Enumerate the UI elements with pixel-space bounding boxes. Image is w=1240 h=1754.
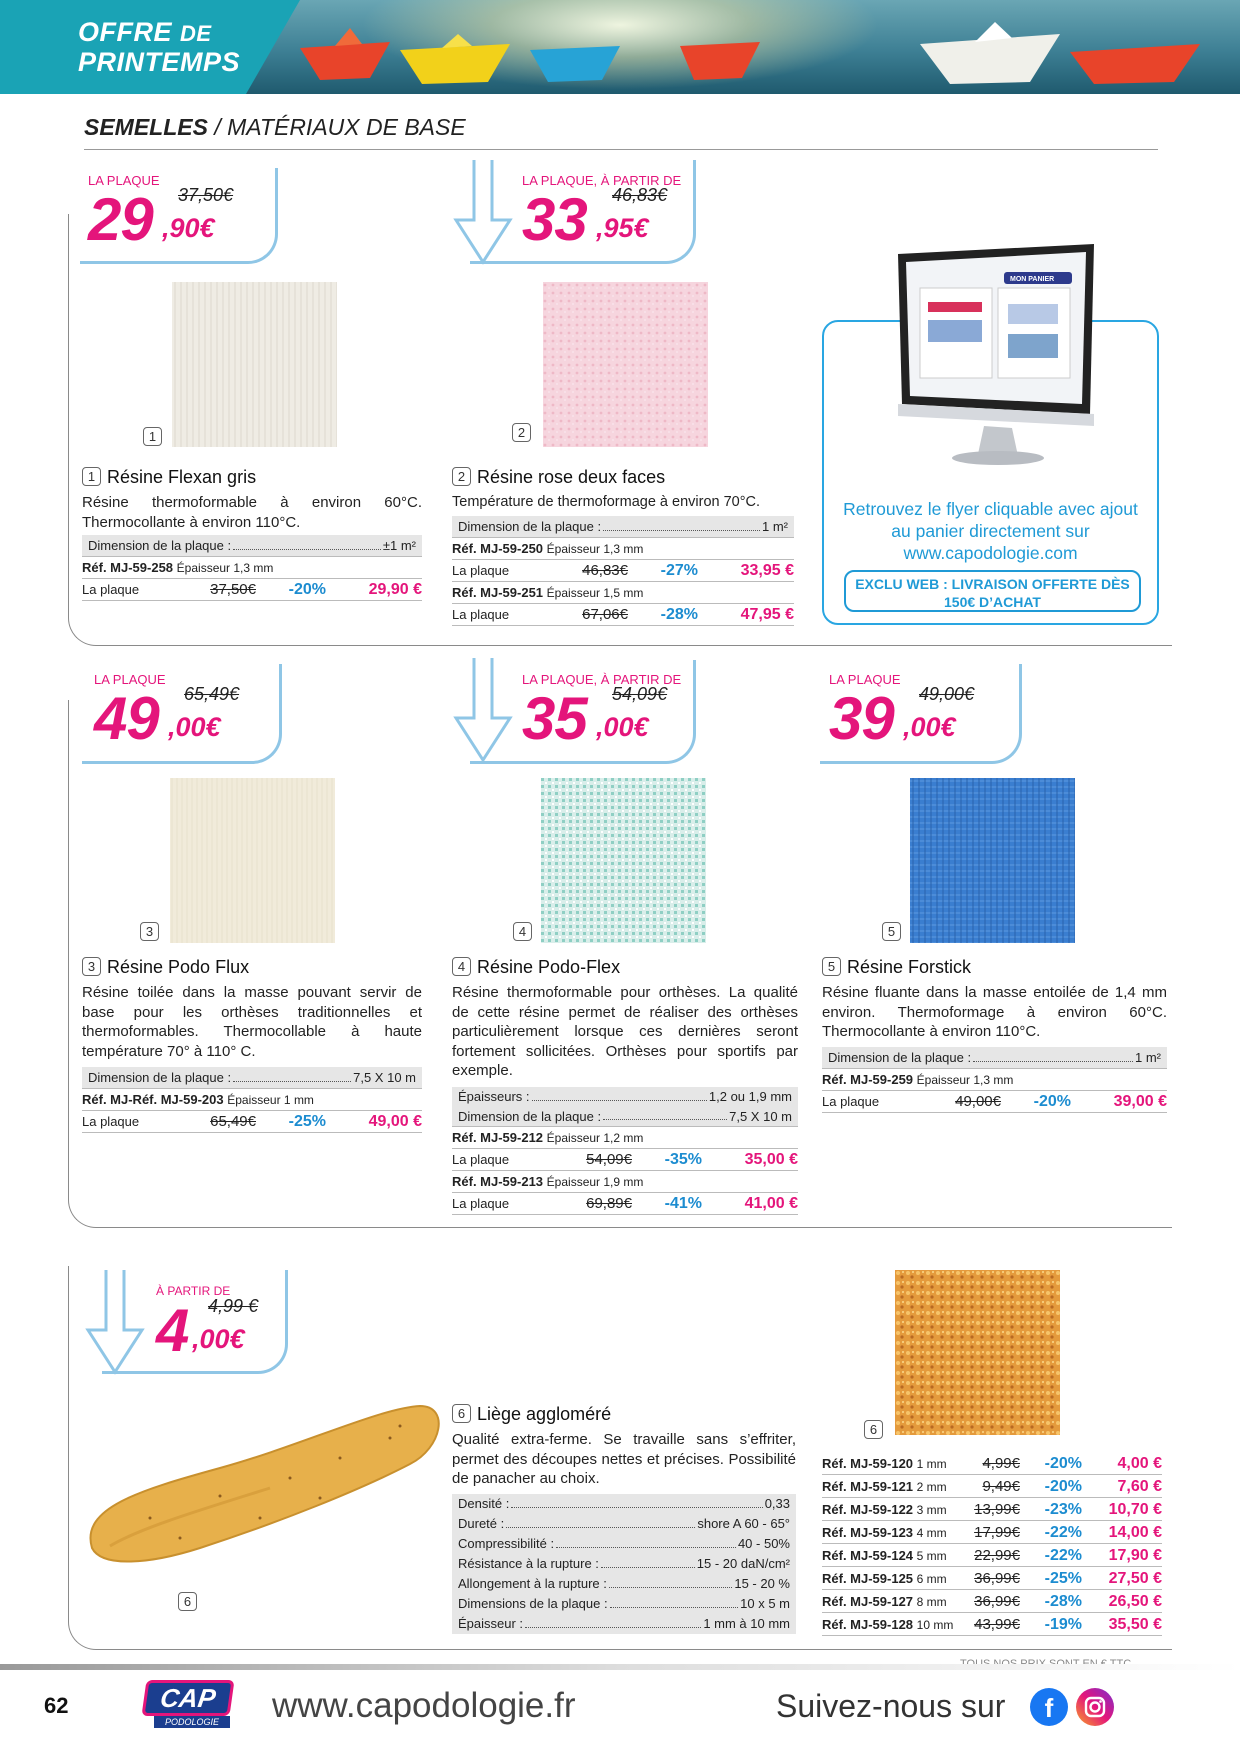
monitor-icon	[884, 244, 1104, 474]
product-title: 6 Liège aggloméré	[452, 1404, 611, 1425]
product-description: Résine toilée dans la masse pouvant servir de base pour les orthèses traditionnelles et thermoformables. Thermocollable à haute température 70° à 110° C.	[82, 984, 422, 1060]
free-shipping-badge: EXCLU WEB : LIVRAISON OFFERTE DÈS 150€ D’ACHAT	[844, 570, 1141, 612]
product-title: 4 Résine Podo-Flex	[452, 957, 620, 978]
product-description: Résine fluante dans la masse entoilée de 1,4 mm environ. Thermoformage à environ 60°C. Thermocollante à environ 110°C.	[822, 984, 1167, 1040]
website-link[interactable]: www.capodologie.fr	[272, 1686, 576, 1725]
price-row: Réf. MJ-59-124 5 mm 22,99€ -22% 17,90 €	[822, 1544, 1162, 1567]
product-image-podo-flex	[541, 778, 706, 943]
price-tag: LA PLAQUE, À PARTIR DE 33 ,95€ 46,83€	[522, 173, 682, 253]
price-row: Réf. MJ-59-121 2 mm 9,49€ -20% 7,60 €	[822, 1475, 1162, 1498]
price-tag: LA PLAQUE, À PARTIR DE 35 ,00€ 54,09€	[522, 672, 682, 752]
header-banner	[0, 0, 1240, 94]
price-tag: LA PLAQUE 29 ,90€ 37,50€	[88, 173, 234, 253]
liege-specs-table: Densité : 0,33 Dureté : shore A 60 - 65° Compressibilité : 40 - 50% Résistance à la rupture : 15 - 20 daN/cm² Allongement à la rupture : 15 - 20 % Dimensions de la plaque : 10 x 5 m Épaisseur : 1 mm à 10 mm	[452, 1494, 796, 1634]
web-promo-box	[822, 276, 1159, 625]
product-description: Résine thermoformable pour orthèses. La qualité de cette résine permet de réaliser des orthèses particulièrement lorsque ces dernières seront fortement sollicitées. Orthèses pour sportifs par exemple.	[452, 984, 798, 1079]
product-number-badge: 3	[140, 922, 159, 941]
product-table: Épaisseurs : 1,2 ou 1,9 mm Dimension de la plaque : 7,5 X 10 m Réf. MJ-59-212 Épaisseur 1,2 mm La plaque 54,09€ -35% 35,00 € Réf. MJ-59-213 Épaisseur 1,9 mm La plaque 69,89€ -41% 41,00 €	[452, 1087, 798, 1215]
product-image-flexan	[172, 282, 337, 447]
paper-boat-icon	[530, 40, 620, 85]
cork-insole-image	[80, 1398, 440, 1578]
product-number-badge: 1	[143, 427, 162, 446]
svg-text:MON PANIER: MON PANIER	[1010, 276, 1055, 283]
product-number-badge: 5	[882, 922, 901, 941]
paper-boat-icon	[920, 22, 1060, 87]
product-title: 1 Résine Flexan gris	[82, 467, 256, 488]
product-number-badge: 6	[864, 1420, 883, 1439]
liege-price-table	[822, 1452, 1162, 1636]
product-description: Qualité extra-ferme. Se travaille sans s’effriter, permet des découpes nettes et précises. Possibilité de panacher au choix.	[452, 1431, 796, 1487]
web-promo-text: Retrouvez le flyer cliquable avec ajout au panier directement sur www.capodologie.com	[843, 499, 1138, 563]
price-row: Réf. MJ-59-127 8 mm 36,99€ -28% 26,50 €	[822, 1590, 1162, 1613]
price-row: Réf. MJ-59-123 4 mm 17,99€ -22% 14,00 €	[822, 1521, 1162, 1544]
price-row: Réf. MJ-59-125 6 mm 36,99€ -25% 27,50 €	[822, 1567, 1162, 1590]
price-tag: LA PLAQUE 39 ,00€ 49,00€	[829, 672, 975, 752]
facebook-icon[interactable]: f	[1030, 1688, 1068, 1726]
price-tag: À PARTIR DE 4 ,00€ 4,99 €	[156, 1284, 259, 1364]
product-table: Dimension de la plaque : 1 m² Réf. MJ-59-259 Épaisseur 1,3 mm La plaque 49,00€ -20% 39,00 €	[822, 1047, 1167, 1113]
price-row: Réf. MJ-59-120 1 mm 4,99€ -20% 4,00 €	[822, 1452, 1162, 1475]
banner-title: OFFRE DE PRINTEMPS	[78, 17, 241, 77]
cap-logo: CAP PODOLOGIE	[140, 1680, 234, 1730]
product-table: Dimension de la plaque : ±1 m² Réf. MJ-59-258 Épaisseur 1,3 mm La plaque 37,50€ -20% 29,90 €	[82, 535, 422, 601]
product-description: Température de thermoformage à environ 70°C.	[452, 494, 761, 510]
product-title: 2 Résine rose deux faces	[452, 467, 665, 488]
product-table: Dimension de la plaque : 7,5 X 10 m Réf. MJ-Réf. MJ-59-203 Épaisseur 1 mm La plaque 65,49€ -25% 49,00 €	[82, 1067, 422, 1133]
paper-boat-icon	[300, 28, 390, 83]
follow-text: Suivez-nous sur	[776, 1688, 1006, 1724]
paper-boat-icon	[680, 34, 760, 84]
product-number-badge: 6	[178, 1592, 197, 1611]
price-row: Réf. MJ-59-122 3 mm 13,99€ -23% 10,70 €	[822, 1498, 1162, 1521]
product-number-badge: 2	[512, 423, 531, 442]
footer-divider	[0, 1664, 1240, 1670]
instagram-icon[interactable]	[1076, 1688, 1114, 1726]
price-tag: LA PLAQUE 49 ,00€ 65,49€	[94, 672, 240, 752]
product-image-podo-flux	[170, 778, 335, 943]
product-image-rose	[543, 282, 708, 447]
page-number: 62	[44, 1693, 69, 1718]
paper-boat-icon	[400, 34, 510, 89]
product-image-forstick	[910, 778, 1075, 943]
product-title: 5 Résine Forstick	[822, 957, 971, 978]
cork-sheet-image	[895, 1270, 1060, 1435]
price-row: Réf. MJ-59-128 10 mm 43,99€ -19% 35,50 €	[822, 1613, 1162, 1636]
divider	[84, 149, 1158, 150]
paper-boat-icon	[1070, 36, 1200, 86]
product-description: Résine thermoformable à environ 60°C. Thermocollante à environ 110°C.	[82, 494, 422, 531]
product-title: 3 Résine Podo Flux	[82, 957, 249, 978]
product-table: Dimension de la plaque : 1 m² Réf. MJ-59-250 Épaisseur 1,3 mm La plaque 46,83€ -27% 33,95 € Réf. MJ-59-251 Épaisseur 1,5 mm La plaque 67,06€ -28% 47,95 €	[452, 516, 794, 626]
product-number-badge: 4	[513, 922, 532, 941]
section-title: SEMELLES / MATÉRIAUX DE BASE	[84, 114, 466, 140]
